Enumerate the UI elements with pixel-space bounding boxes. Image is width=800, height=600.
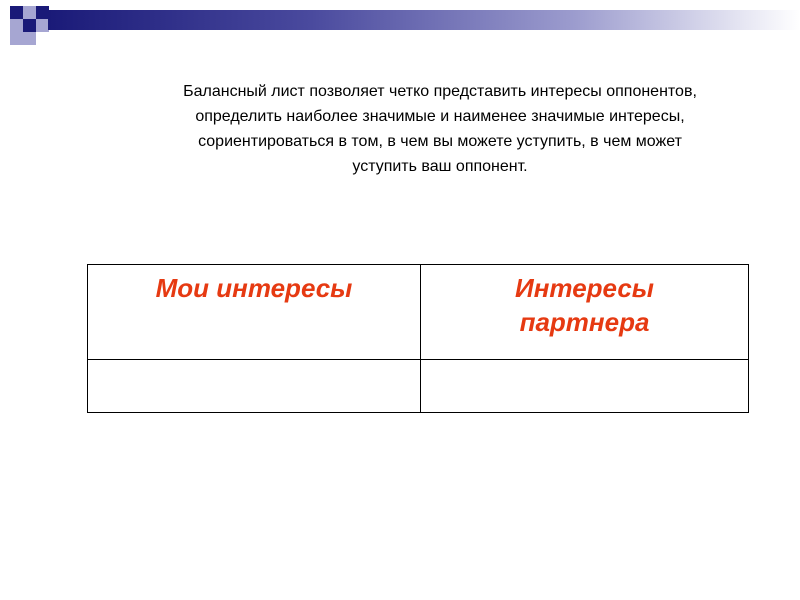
cell-partner-interests (421, 360, 749, 413)
deco-square (23, 32, 36, 45)
header-partner-interests (421, 265, 749, 360)
intro-line: уступить ваш оппонент. (352, 158, 528, 175)
deco-square (10, 32, 23, 45)
intro-line: Балансный лист позволяет четко представить интересы оппонентов, (183, 83, 697, 100)
header-label: Интересы (515, 273, 654, 303)
header-my-interests (88, 265, 421, 360)
table-row (88, 360, 749, 413)
intro-line: определить наиболее значимые и наименее значимые интересы, (195, 108, 685, 125)
intro-line: сориентироваться в том, в чем вы можете уступить, в чем может (198, 133, 682, 150)
deco-square (23, 19, 36, 32)
deco-square (10, 6, 23, 19)
deco-square (10, 19, 23, 32)
table-header-row (88, 265, 749, 360)
header-label: партнера (519, 307, 650, 337)
cell-my-interests (88, 360, 421, 413)
deco-square (23, 6, 36, 19)
balance-table (87, 264, 749, 413)
header-label: Мои интересы (155, 273, 353, 303)
slide-decoration (0, 0, 800, 56)
deco-gradient-bar (48, 10, 800, 30)
intro-text (100, 79, 780, 179)
